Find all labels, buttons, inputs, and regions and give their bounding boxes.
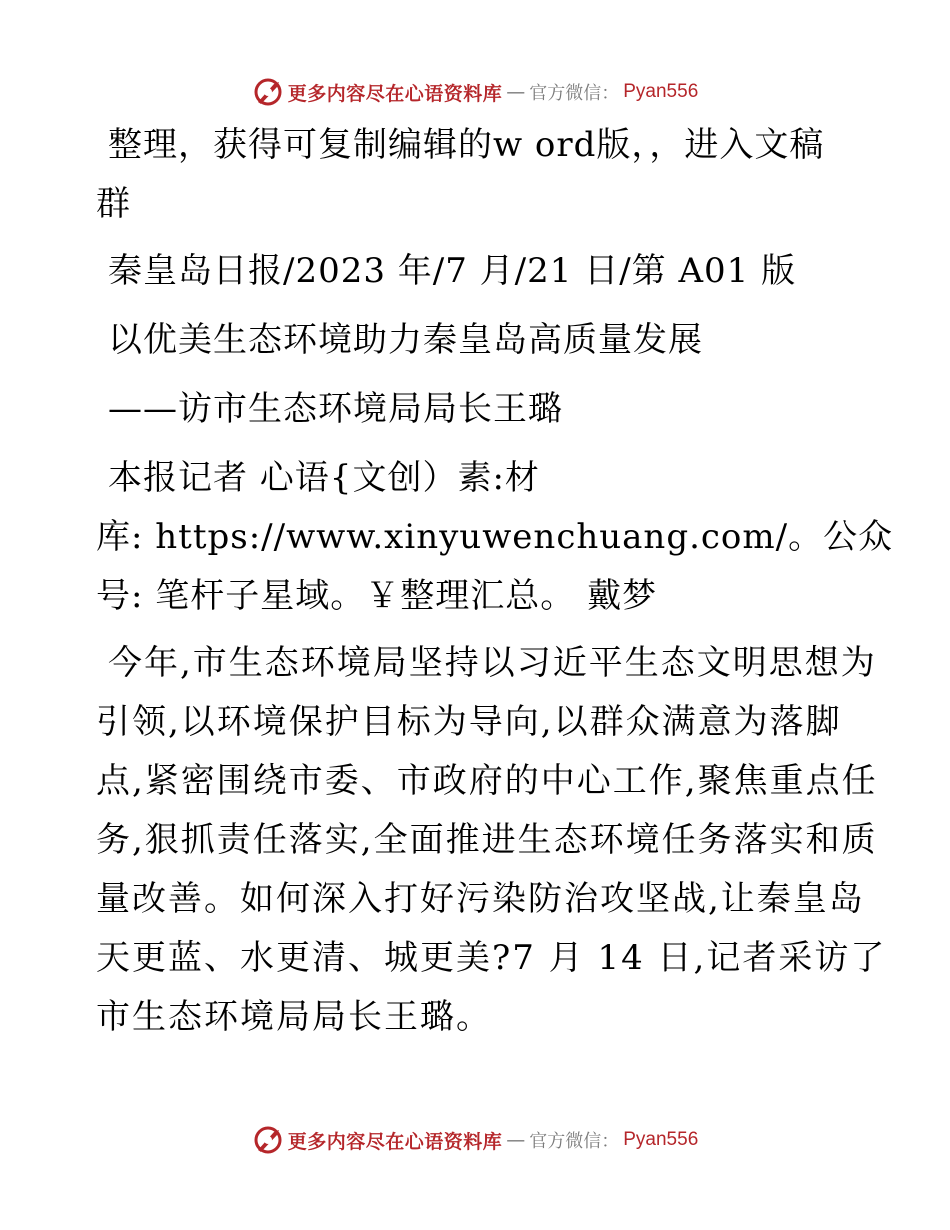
byline-line: 库: https://www.xinyuwenchuang.com/。公众 xyxy=(96,517,894,557)
body-line: 引领,以环境保护目标为导向,以群众满意为落脚 xyxy=(96,702,842,742)
article-title: 以优美生态环境助力秦皇岛高质量发展 xyxy=(108,320,703,360)
body-line: 务,狠抓责任落实,全面推进生态环境任务落实和质 xyxy=(96,820,878,860)
banner-label: 官方微信： xyxy=(529,83,620,104)
quill-seal-icon xyxy=(252,1124,284,1156)
banner-text: 更多内容尽在心语资料库 xyxy=(287,82,503,105)
byline-line: 本报记者 心语{文创）素:材 xyxy=(108,458,540,498)
banner-separator: — xyxy=(506,1129,526,1151)
body-line: 量改善。如何深入打好污染防治攻坚战,让秦皇岛 xyxy=(96,879,865,919)
body-line: 天更蓝、水更清、城更美?7 月 14 日,记者采访了 xyxy=(96,938,887,978)
article-subtitle: ——访市生态环境局局长王璐 xyxy=(108,389,563,429)
intro-line: 群 xyxy=(96,184,131,224)
intro-line: 整理，获得可复制编辑的w ord版，，进入文稿 xyxy=(108,125,825,165)
quill-seal-icon xyxy=(252,76,284,108)
footer-banner xyxy=(0,1120,950,1160)
banner-label: 官方微信： xyxy=(529,1131,620,1152)
banner-text: 更多内容尽在心语资料库 xyxy=(287,1130,503,1153)
article-body xyxy=(96,634,887,1047)
banner-wechat-id: Pyan556 xyxy=(623,1129,699,1150)
header-banner xyxy=(0,72,950,112)
body-line: 市生态环境局局长王璐。 xyxy=(96,997,492,1037)
banner-separator: — xyxy=(506,81,526,103)
body-line: 点,紧密围绕市委、市政府的中心工作,聚焦重点任 xyxy=(96,761,878,801)
body-line: 今年,市生态环境局坚持以习近平生态文明思想为 xyxy=(108,643,877,683)
document-content xyxy=(96,116,894,1047)
byline-line: 号: 笔杆子星域。￥整理汇总。 戴梦 xyxy=(96,576,658,616)
source-line: 秦皇岛日报/2023 年/7 月/21 日/第 A01 版 xyxy=(108,251,797,291)
banner-wechat-id: Pyan556 xyxy=(623,81,699,102)
